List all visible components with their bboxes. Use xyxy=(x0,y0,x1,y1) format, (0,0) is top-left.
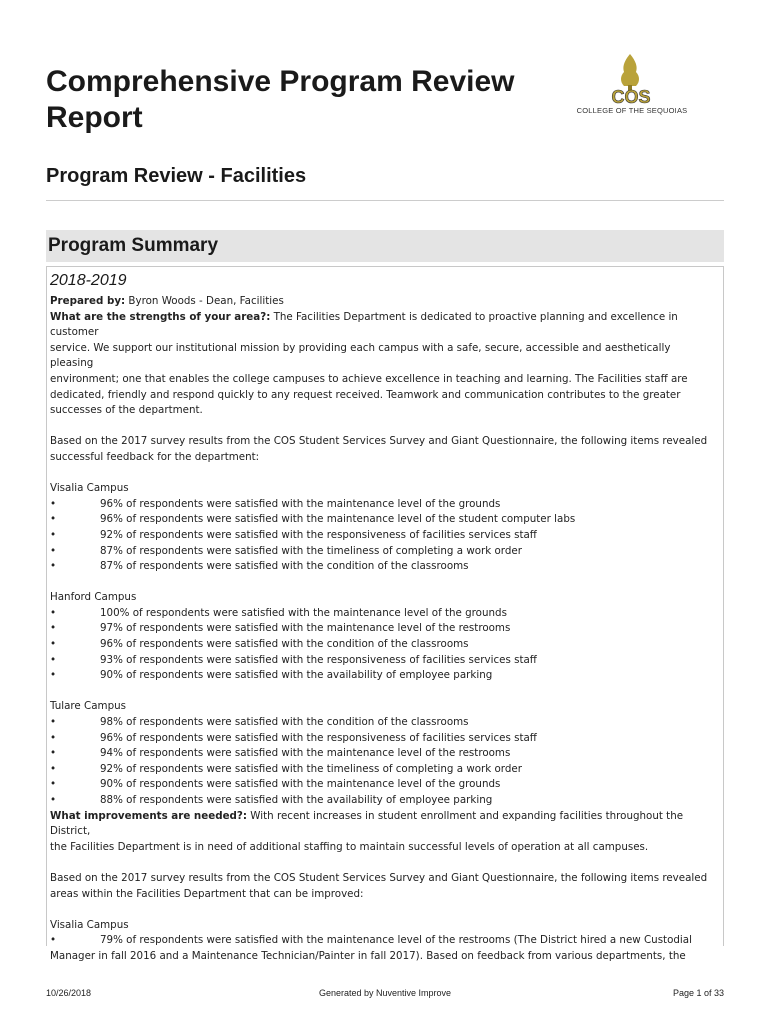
footer-date: 10/26/2018 xyxy=(46,988,92,998)
campus-heading-visalia: Visalia Campus xyxy=(50,482,129,495)
strengths-line-0: What are the strengths of your area?: The Facilities Department is dedicated to proactive planning and excellence in customer xyxy=(50,310,678,339)
bullet: • xyxy=(50,638,57,651)
bullet: • xyxy=(50,606,57,619)
list-item-text: 92% of respondents were satisfied with the timeliness of completing a work order xyxy=(100,762,522,775)
list-item xyxy=(50,715,714,731)
list-item xyxy=(50,762,714,778)
list-item-text: 98% of respondents were satisfied with the condition of the classrooms xyxy=(100,716,469,729)
prepared-by-label: Prepared by: xyxy=(50,295,126,307)
improvements-survey-line-1: areas within the Facilities Department that can be improved: xyxy=(50,887,364,900)
list-item xyxy=(50,746,714,762)
list-item-text: 90% of respondents were satisfied with the maintenance level of the grounds xyxy=(100,778,501,791)
strengths-label: What are the strengths of your area?: xyxy=(50,310,271,323)
sequoia-tree-icon xyxy=(621,54,639,91)
list-item-text: 87% of respondents were satisfied with the condition of the classrooms xyxy=(100,560,469,573)
list-item xyxy=(50,512,714,528)
prepared-by-line xyxy=(50,294,714,310)
bullet: • xyxy=(50,747,57,760)
list-item-text: 96% of respondents were satisfied with the maintenance level of the grounds xyxy=(100,497,501,510)
logo-mark: COS xyxy=(611,87,651,107)
list-item-text: 97% of respondents were satisfied with the maintenance level of the restrooms xyxy=(100,622,511,635)
prepared-by-value: Byron Woods - Dean, Facilities xyxy=(125,295,284,307)
footer-generator: Generated by Nuventive Improve xyxy=(318,988,452,998)
campus-heading-hanford: Hanford Campus xyxy=(50,591,137,604)
bullet: • xyxy=(50,528,57,541)
improvements-line-1: the Facilities Department is in need of additional staffing to maintain successful levels of operation at all campuses. xyxy=(50,840,649,853)
list-item xyxy=(50,606,714,622)
strengths-line-4: successes of the department. xyxy=(50,404,203,417)
improvements-line-0: What improvements are needed?: With recent increases in student enrollment and expanding facilities throughout the District, xyxy=(50,809,684,838)
summary-body xyxy=(50,294,714,965)
bullet: • xyxy=(50,513,57,526)
list-item xyxy=(50,777,714,793)
list-item xyxy=(50,559,714,575)
bullet: • xyxy=(50,794,57,806)
strengths-line-2: environment; one that enables the college campuses to achieve excellence in teaching and learning. The Facilities staff are xyxy=(50,372,688,385)
strengths-line-1: service. We support our institutional mission by providing each campus with a safe, secure, accessible and aesthetically pleasing xyxy=(50,341,671,370)
list-item-text: 87% of respondents were satisfied with the timeliness of completing a work order xyxy=(100,544,522,557)
list-item-text: 96% of respondents were satisfied with the condition of the classrooms xyxy=(100,638,469,651)
list-item-text: 93% of respondents were satisfied with the responsiveness of facilities services staff xyxy=(100,653,537,666)
improvements-label: What improvements are needed?: xyxy=(50,809,248,822)
strengths-survey-line-0: Based on the 2017 survey results from the COS Student Services Survey and Giant Questionnaire, the following items revealed xyxy=(50,435,708,448)
improvements-survey-line-0: Based on the 2017 survey results from the COS Student Services Survey and Giant Questionnaire, the following items revealed xyxy=(50,871,708,884)
list-item-text: 90% of respondents were satisfied with the availability of employee parking xyxy=(100,669,493,682)
list-item-text: 96% of respondents were satisfied with the responsiveness of facilities services staff xyxy=(100,731,537,744)
bullet: • xyxy=(50,778,57,791)
bullet: • xyxy=(50,544,57,557)
list-item-text: 88% of respondents were satisfied with the availability of employee parking xyxy=(100,794,493,806)
campus-heading-visalia-improvements: Visalia Campus xyxy=(50,918,129,931)
header-divider xyxy=(46,200,724,201)
section-title: Program Summary xyxy=(48,235,219,256)
footer-page-number: Page 1 of 33 xyxy=(672,988,724,998)
bullet: • xyxy=(50,716,57,729)
report-year: 2018-2019 xyxy=(50,272,127,289)
strengths-survey-line-1: successful feedback for the department: xyxy=(50,450,260,463)
campus-heading-tulare: Tulare Campus xyxy=(50,700,126,713)
list-item xyxy=(50,637,714,653)
list-item-text: 79% of respondents were satisfied with the maintenance level of the restrooms (The District hired a new Custodial xyxy=(100,934,692,947)
bullet: • xyxy=(50,653,57,666)
list-item xyxy=(50,528,714,544)
list-item-text: 92% of respondents were satisfied with the responsiveness of facilities services staff xyxy=(100,528,537,541)
page-subtitle: Program Review - Facilities xyxy=(46,165,307,187)
list-item xyxy=(50,621,714,637)
report-title: Comprehensive Program Review Report xyxy=(46,65,515,134)
list-item-text: 100% of respondents were satisfied with the maintenance level of the grounds xyxy=(100,606,507,619)
bullet: • xyxy=(50,560,57,573)
bullet: • xyxy=(50,934,57,947)
list-item xyxy=(50,668,714,684)
improvements-continuation: Manager in fall 2016 and a Maintenance Technician/Painter in fall 2017). Based on feedback from various departments, the xyxy=(50,949,686,962)
list-item xyxy=(50,497,714,513)
bullet: • xyxy=(50,762,57,775)
strengths-line-3: dedicated, friendly and respond quickly to any request received. Teamwork and communication contributes to the greater xyxy=(50,388,681,401)
list-item xyxy=(50,731,714,747)
list-item xyxy=(50,933,714,949)
bullet: • xyxy=(50,622,57,635)
list-item xyxy=(50,793,714,809)
list-item xyxy=(50,653,714,669)
list-item-text: 94% of respondents were satisfied with the maintenance level of the restrooms xyxy=(100,747,511,760)
bullet: • xyxy=(50,731,57,744)
bullet: • xyxy=(50,669,57,682)
list-item-text: 96% of respondents were satisfied with the maintenance level of the student computer labs xyxy=(100,513,576,526)
bullet: • xyxy=(50,497,57,510)
logo-caption: COLLEGE OF THE SEQUOIAS xyxy=(576,106,688,115)
list-item xyxy=(50,544,714,560)
